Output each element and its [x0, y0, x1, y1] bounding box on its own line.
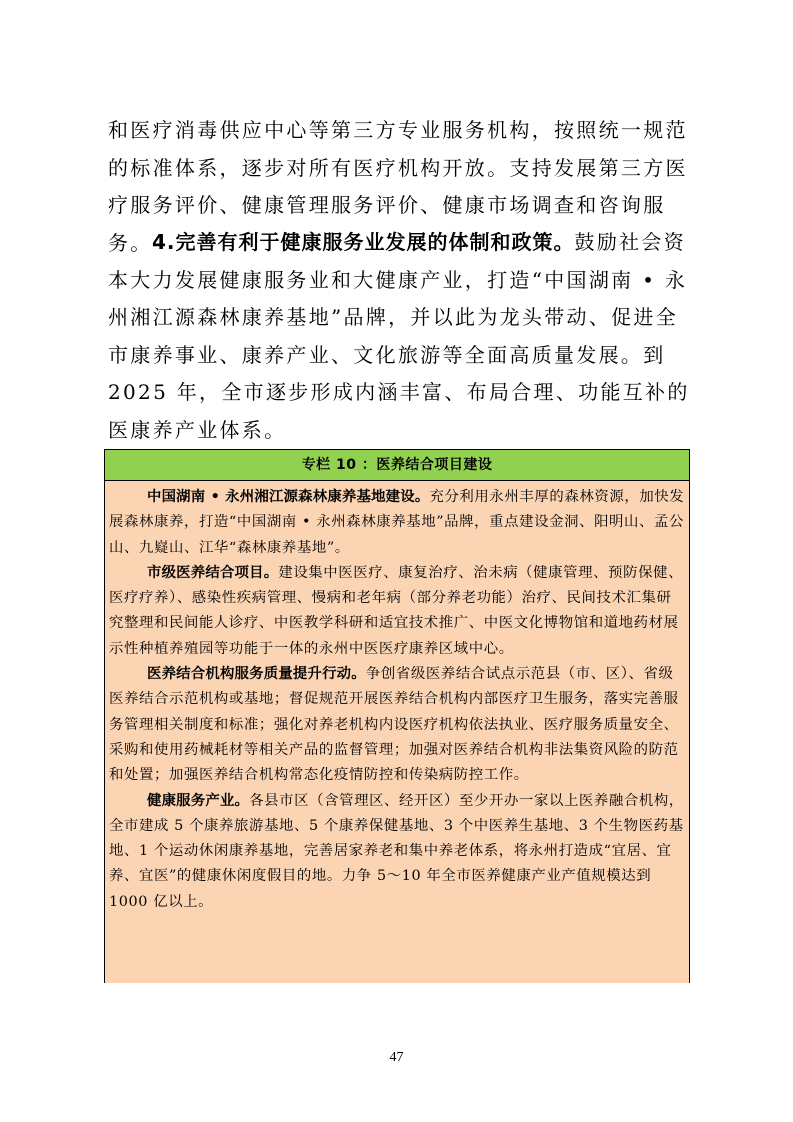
box-item-text: 建设集中医医疗、康复治疗、治未病（健康管理、预防保健、医疗疗养）、感染性疾病管理、慢病和老年病（部分养老功能）治疗、民间技术汇集研究整理和民间能人诊疗、中医教学科研和适宜技术推广、中医文化博物馆和道地药材展示性种植养殖园等功能于一体的永州中医医疗康养区域中心。 [109, 564, 684, 657]
box-item [109, 485, 686, 561]
box-item-lead: 健康服务产业。 [147, 792, 250, 809]
box-item-lead: 中国湖南 • 永州湘江源森林康养基地建设。 [147, 489, 430, 505]
box-item [109, 789, 686, 915]
feature-box-title: 专栏 10 ：医养结合项目建设 [105, 450, 689, 481]
page-number: 47 [389, 1050, 404, 1065]
box-item-lead: 医养结合机构服务质量提升行动。 [147, 666, 366, 683]
top-paragraph-text: 和医疗消毒供应中心等第三方专业服务机构，按照统一规范的标准体系，逐步对所有医疗机构开放。支持发展第三方医疗服务评价、健康管理服务评价、健康市场调查和咨询服务。 [108, 118, 688, 255]
feature-box-body [105, 481, 689, 983]
box-item-text: 争创省级医养结合试点示范县（市、区）、省级医养结合示范机构或基地；督促规范开展医养结合机构内部医疗卫生服务，落实完善服务管理相关制度和标准；强化对养老机构内设医疗机构依法执业、医疗服务质量安全、采购和使用药械耗材等相关产品的监督管理；加强对医养结合机构非法集资风险的防范和处置；加强医养结合机构常态化疫情防控和传染病防控工作。 [109, 666, 679, 784]
section-4-lead: 4.完善有利于健康服务业发展的体制和政策。 [152, 230, 575, 254]
section-4-paragraph [108, 224, 690, 449]
box-item [109, 561, 686, 662]
section-4-text [108, 224, 690, 449]
box-item-text: 充分利用永州丰厚的森林资源，加快发展森林康养，打造“中国湖南 • 永州森林康养基地”品牌，重点建设金洞、阳明山、孟公山、九嶷山、江华“森林康养基地”。 [109, 489, 685, 556]
box-item-lead: 市级医养结合项目。 [147, 564, 279, 581]
feature-box [104, 449, 690, 983]
box-item-text: 各县市区（含管理区、经开区）至少开办一家以上医养融合机构，全市建成 5 个康养旅游基地、5 个康养保健基地、3 个中医养生基地、3 个生物医药基地、1 个运动休闲康养基地，完善居家养老和集中养老体系，将永州打造成“宜居、宜养、宜医”的健康休闲度假目的地。力争 5～10 年全市医养健康产业产值规模达到 1000 亿以上。 [109, 792, 684, 910]
section-4-body: 鼓励社会资本大力发展健康服务业和大健康产业，打造“中国湖南 • 永州湘江源森林康养基地”品牌，并以此为龙头带动、促进全市康养事业、康养产业、文化旅游等全面高质量发展。到 2025 年，全市逐步形成内涵丰富、布局合理、功能互补的医康养产业体系。 [108, 230, 690, 442]
box-item [109, 662, 686, 788]
